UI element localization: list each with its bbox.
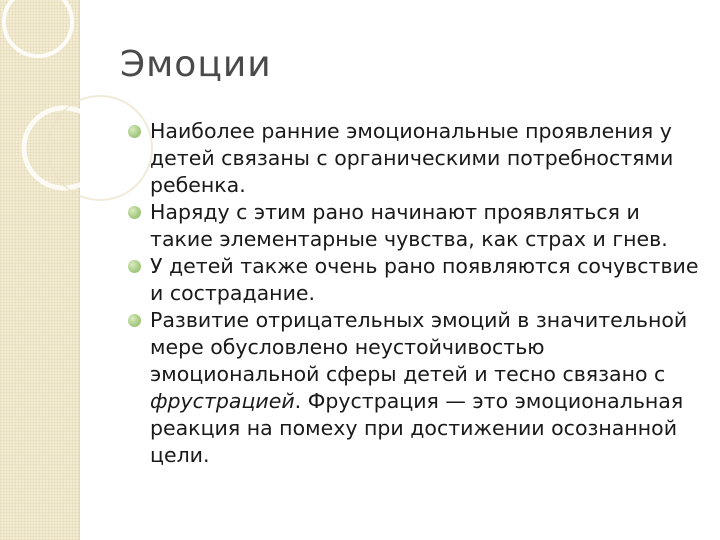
- bullet-item: [128, 307, 703, 469]
- decorative-circles: [0, 0, 140, 220]
- bullet-item: [128, 253, 703, 307]
- bullet-icon: [128, 314, 141, 327]
- slide-title: Эмоции: [120, 44, 272, 85]
- bullet-text: У детей также очень рано появляются сочувствие и сострадание.: [150, 254, 699, 305]
- bullet-text-before: Развитие отрицательных эмоций в значительной мере обусловлено неустойчивостью эмоциональной сферы детей и тесно связано с: [150, 308, 688, 386]
- bullet-icon: [128, 206, 141, 219]
- bullet-item: [128, 199, 703, 253]
- bullet-text: Наиболее ранние эмоциональные проявления у детей связаны с органическими потребностями ребенка.: [150, 119, 674, 197]
- bullet-list: [128, 118, 703, 469]
- bullet-text-after: . Фрустрация — это эмоциональная реакция на помеху при достижении осознанной цели.: [150, 389, 684, 467]
- bullet-item: [128, 118, 703, 199]
- bullet-icon: [128, 125, 141, 138]
- bullet-text: Наряду с этим рано начинают проявляться и такие элементарные чувства, как страх и гнев.: [150, 200, 668, 251]
- emphasis-term: фрустрацией: [150, 389, 295, 413]
- bullet-icon: [128, 260, 141, 273]
